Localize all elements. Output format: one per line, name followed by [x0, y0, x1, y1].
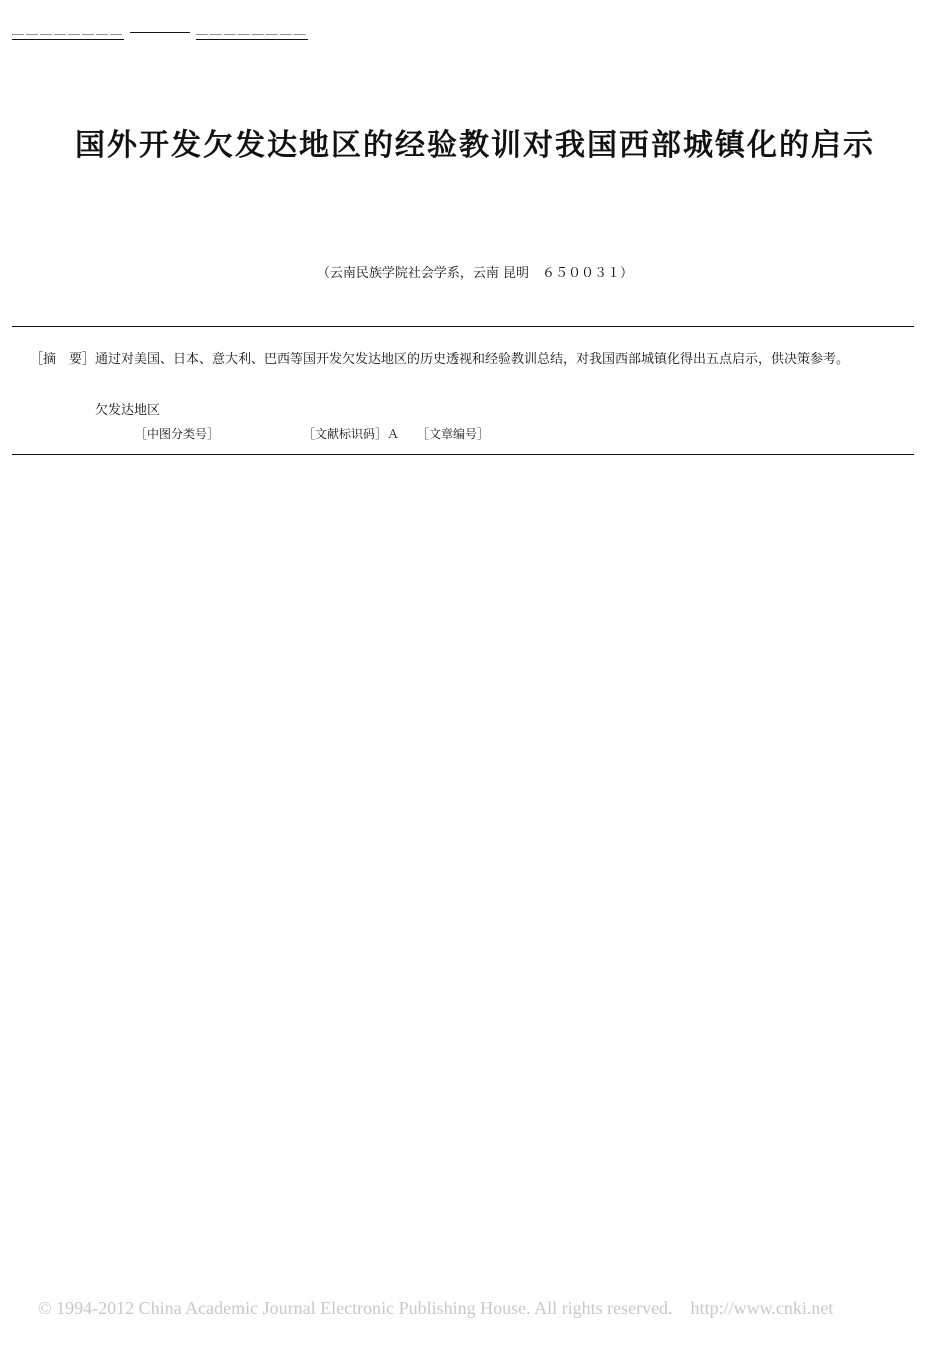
text-line: [12, 1158, 462, 1183]
text-line: [12, 828, 462, 853]
text-line: [477, 752, 927, 777]
text-line: [477, 1260, 927, 1285]
text-line: [477, 701, 927, 726]
text-line: [477, 980, 927, 1005]
running-header: [12, 20, 308, 40]
text-line: [477, 600, 927, 625]
text-line: [12, 1184, 462, 1209]
text-line: [12, 752, 462, 777]
header-left: ＿＿＿＿＿＿＿＿: [12, 20, 124, 40]
left-column: [12, 498, 462, 1311]
text-line: [12, 1107, 462, 1132]
abstract-label: ［摘 要］: [30, 352, 96, 367]
text-line: [12, 727, 462, 752]
text-line: [12, 879, 462, 904]
text-line: [477, 1082, 927, 1107]
text-line: [12, 1234, 462, 1259]
text-line: [477, 777, 927, 802]
text-line: [12, 574, 462, 599]
text-line: [477, 1107, 927, 1132]
abstract-text: 通过对美国、日本、意大利、巴西等国开发欠发达地区的历史透视和经验教训总结，对我国西部城镇化得出五点启示，供决策参考。: [95, 352, 850, 367]
text-line: [477, 904, 927, 929]
text-line: [477, 1234, 927, 1259]
text-line: [477, 879, 927, 904]
text-line: [477, 1209, 927, 1234]
text-line: [477, 523, 927, 548]
text-line: [12, 803, 462, 828]
header-right: ＿＿＿＿＿＿＿＿: [196, 20, 308, 40]
text-line: [12, 1057, 462, 1082]
text-line: [12, 1082, 462, 1107]
text-line: [477, 650, 927, 675]
top-divider: [12, 326, 914, 327]
text-line: [12, 676, 462, 701]
text-line: [12, 498, 462, 523]
text-line: [12, 549, 462, 574]
keywords: [95, 399, 160, 418]
text-line: [12, 980, 462, 1005]
text-line: [12, 600, 462, 625]
text-line: [477, 853, 927, 878]
text-line: [477, 574, 927, 599]
article-title: 国外开发欠发达地区的经验教训对我国西部城镇化的启示: [75, 128, 875, 163]
text-line: [477, 498, 927, 523]
text-line: [12, 1031, 462, 1056]
text-line: [12, 701, 462, 726]
text-line: [477, 727, 927, 752]
text-line: [477, 828, 927, 853]
text-line: [477, 955, 927, 980]
text-line: [12, 1133, 462, 1158]
keywords-text: 欠发达地区: [95, 403, 161, 418]
text-line: [477, 1006, 927, 1031]
page-number: [28, 1313, 40, 1330]
text-line: [12, 777, 462, 802]
copyright-footer: © 1994-2012 China Academic Journal Electronic Publishing House. All rights reserved. http://www.cnki.net: [38, 1298, 834, 1318]
abstract: [12, 348, 917, 372]
text-line: [477, 549, 927, 574]
text-line: [477, 803, 927, 828]
text-line: [477, 1133, 927, 1158]
text-line: [477, 1184, 927, 1209]
text-line: [12, 625, 462, 650]
text-line: [477, 930, 927, 955]
text-line: [12, 853, 462, 878]
text-line: [12, 930, 462, 955]
text-line: [477, 1158, 927, 1183]
text-line: [477, 1057, 927, 1082]
text-line: [12, 955, 462, 980]
classification-line: ［中图分类号］ ［文献标识码］Ａ ［文章编号］: [135, 427, 544, 441]
right-column: [477, 498, 927, 1311]
bottom-divider: [12, 454, 914, 455]
text-line: [477, 676, 927, 701]
text-line: [477, 1031, 927, 1056]
text-line: [477, 625, 927, 650]
text-line: [12, 1209, 462, 1234]
text-line: [12, 1260, 462, 1285]
text-line: [12, 1006, 462, 1031]
text-line: [12, 650, 462, 675]
text-line: [12, 523, 462, 548]
text-line: [12, 904, 462, 929]
author-affiliation: （云南民族学院社会学系，云南 昆明 ６５００３１）: [316, 266, 634, 281]
